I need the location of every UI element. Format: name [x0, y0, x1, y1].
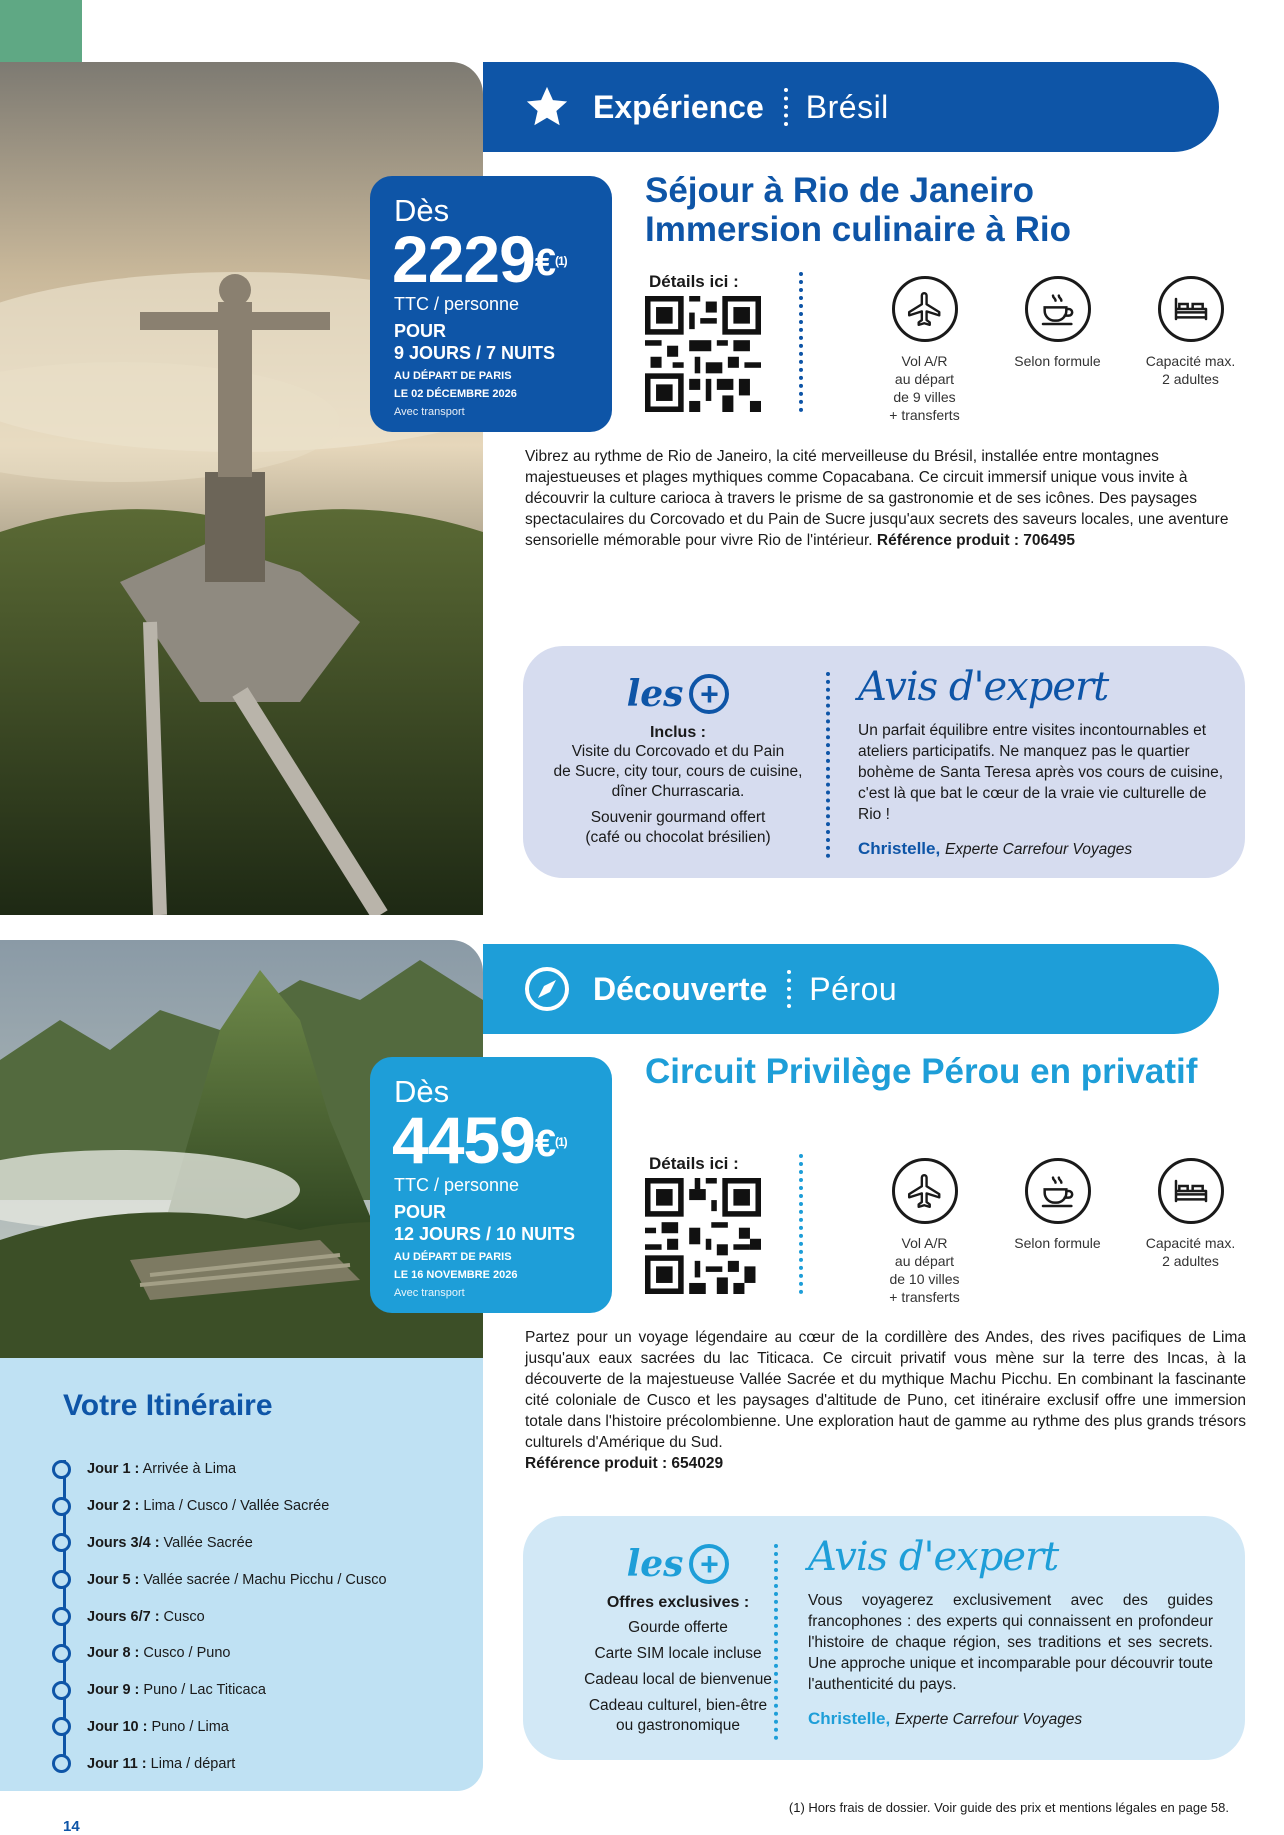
expert-title: Avis d'expert: [808, 1534, 1059, 1580]
star-icon: [523, 83, 571, 131]
qr-label: Détails ici :: [649, 1154, 739, 1173]
product-reference: Référence produit : 706495: [876, 532, 1076, 549]
price-duration: 12 JOURS / 10 NUITS: [394, 1224, 576, 1244]
rio-info-box: [523, 646, 1245, 878]
peru-info-box: [523, 1516, 1245, 1760]
expert-signature: Christelle, Experte Carrefour Voyages: [808, 1709, 1083, 1728]
rio-qr-block[interactable]: [645, 272, 765, 417]
itinerary-item: Jour 11 : Lima / départ: [52, 1745, 387, 1782]
itinerary-list: [52, 1451, 387, 1782]
peru-qr-block[interactable]: [645, 1154, 765, 1299]
price-pour: POUR: [394, 321, 447, 341]
itinerary-item: Jour 10 : Puno / Lima: [52, 1709, 387, 1746]
price-departure: AU DÉPART DE PARIS LE 02 DÉCEMBRE 2026: [394, 370, 517, 400]
qr-label: Détails ici :: [649, 272, 739, 291]
banner-country: Pérou: [809, 970, 898, 1007]
itinerary-item: Jour 8 : Cusco / Puno: [52, 1635, 387, 1672]
qr-code[interactable]: [645, 1178, 761, 1294]
feature-capacity: Capacité max. 2 adultes: [1124, 1158, 1257, 1306]
rio-expert-column: [858, 646, 1228, 859]
price-from: Dès: [394, 1074, 450, 1109]
feature-meals: Selon formule: [991, 1158, 1124, 1306]
timeline-dot: [52, 1460, 71, 1479]
banner-separator: [787, 970, 791, 1008]
qr-divider: [799, 1154, 803, 1294]
itinerary-item: Jour 5 : Vallée sacrée / Machu Picchu / Cusco: [52, 1561, 387, 1598]
plus-heading: Inclus :: [649, 724, 706, 741]
info-divider: [826, 672, 830, 858]
qr-code[interactable]: [645, 296, 761, 412]
qr-divider: [799, 272, 803, 412]
expert-text: Un parfait équilibre entre visites incontournables et ateliers participatifs. Ne manquez pas le quartier bohème de Santa Teresa après vos cours de cuisine, c'est là que bat le cœur de la vraie vie culturelle de Rio !: [858, 722, 1224, 823]
price-from: Dès: [394, 193, 450, 228]
banner-country: Brésil: [805, 88, 889, 125]
timeline-dot: [52, 1533, 71, 1552]
plane-icon: [892, 1158, 958, 1224]
price-departure: AU DÉPART DE PARIS LE 16 NOVEMBRE 2026: [394, 1251, 518, 1281]
page-number: 14: [63, 1818, 80, 1835]
price-per: TTC / personne: [394, 1175, 520, 1195]
feature-flight: Vol A/R au départ de 10 villes + transferts: [858, 1158, 991, 1306]
plus-icon: +: [689, 674, 729, 714]
peru-banner: [483, 944, 1219, 1034]
info-divider: [774, 1544, 778, 1740]
banner-kind: Expérience: [593, 88, 764, 125]
feature-flight: Vol A/R au départ de 9 villes + transferts: [858, 276, 991, 424]
plus-icon: +: [689, 1544, 729, 1584]
peru-price-card: [370, 1057, 612, 1313]
itinerary-title: Votre Itinéraire: [63, 1389, 273, 1422]
price-pour: POUR: [394, 1202, 447, 1222]
price-duration: 9 JOURS / 7 NUITS: [394, 343, 556, 363]
price-transport: Avec transport: [394, 1287, 465, 1299]
timeline-dot: [52, 1681, 71, 1700]
bed-icon: [1158, 1158, 1224, 1224]
product-reference: Référence produit : 654029: [525, 1455, 724, 1472]
price-transport: Avec transport: [394, 406, 465, 418]
banner-kind: Découverte: [593, 970, 768, 1007]
peru-title: Circuit Privilège Pérou en privatif: [645, 1052, 1198, 1091]
feature-meals: Selon formule: [991, 276, 1124, 424]
rio-banner: [483, 62, 1219, 152]
itinerary-item: Jour 1 : Arrivée à Lima: [52, 1451, 387, 1488]
timeline-dot: [52, 1497, 71, 1516]
plane-icon: [892, 276, 958, 342]
les-plus-heading: les +: [533, 1538, 823, 1590]
cup-icon: [1025, 276, 1091, 342]
itinerary-item: Jours 3/4 : Vallée Sacrée: [52, 1525, 387, 1562]
peru-features: [858, 1158, 1257, 1306]
compass-icon: [523, 965, 571, 1013]
cup-icon: [1025, 1158, 1091, 1224]
peru-description: Partez pour un voyage légendaire au cœur de la cordillère des Andes, des rives pacifiques de Lima jusqu'aux eaux sacrées du lac Titicaca. Ce circuit privatif vous mène sur la terre des Incas, à la découverte de la majestueuse Vallée Sacrée et du mythique Machu Picchu. En combinant la fascinante cité coloniale de Cusco et les paysages d'altitude de Puno, cet itinéraire exclusif offre une immersion totale dans l'histoire précolombienne. Une exploration haut de gamme au rythme des plus grands trésors culturels d'Amérique du Sud. Référence produit : 654029: [525, 1329, 1246, 1472]
timeline-dot: [52, 1717, 71, 1736]
feature-capacity: Capacité max. 2 adultes: [1124, 276, 1257, 424]
rio-plus-column: les + Inclus : Visite du Corcovado et du Pain de Sucre, city tour, cours de cuisine, dîner Churrascaria. Souvenir gourmand offert (café ou chocolat brésilien): [533, 646, 823, 848]
timeline-dot: [52, 1607, 71, 1626]
price-amount: 2229$^{€(1)}$: [392, 222, 567, 296]
expert-title: Avis d'expert: [858, 664, 1109, 710]
banner-separator: [784, 88, 788, 126]
peru-plus-column: les + Offres exclusives : Gourde offerte Carte SIM locale incluse Cadeau local de bienvenue Cadeau culturel, bien-être ou gastronomique: [533, 1516, 823, 1736]
timeline-dot: [52, 1754, 71, 1773]
price-per: TTC / personne: [394, 294, 520, 314]
plus-heading: Offres exclusives :: [606, 1594, 750, 1611]
legal-footnote: (1) Hors frais de dossier. Voir guide des prix et mentions légales en page 58.: [788, 1800, 1229, 1815]
expert-text: Vous voyagerez exclusivement avec des guides francophones : des experts qui connaissent en profondeur l'histoire de chaque région, ses traditions et ses secrets. Une approche unique et incomparable pour découvrir toute l'authenticité du pays.: [808, 1592, 1213, 1693]
price-amount: 4459$^{€(1)}$: [392, 1103, 567, 1177]
rio-title: Séjour à Rio de Janeiro Immersion culinaire à Rio: [645, 171, 1071, 249]
rio-description: Vibrez au rythme de Rio de Janeiro, la cité merveilleuse du Brésil, installée entre montagnes majestueuses et plages mythiques comme Copacabana. Ce circuit immersif unique vous invite à découvrir la culture carioca à travers le prisme de sa gastronomie et de ses icônes. Des paysages spectaculaires du Corcovado et du Pain de Sucre jusqu'aux secrets des saveurs locales, une aventure sensorielle mémorable pour vivre Rio de l'intérieur. Référence produit : 706495: [525, 448, 1229, 549]
peru-expert-column: [808, 1516, 1213, 1729]
itinerary-item: Jour 2 : Lima / Cusco / Vallée Sacrée: [52, 1488, 387, 1525]
itinerary-item: Jour 9 : Puno / Lac Titicaca: [52, 1672, 387, 1709]
rio-price-card: [370, 176, 612, 432]
expert-signature: Christelle, Experte Carrefour Voyages: [858, 839, 1133, 858]
timeline-dot: [52, 1570, 71, 1589]
bed-icon: [1158, 276, 1224, 342]
rio-features: [858, 276, 1257, 424]
les-plus-heading: les +: [533, 668, 823, 720]
timeline-dot: [52, 1644, 71, 1663]
itinerary-item: Jours 6/7 : Cusco: [52, 1598, 387, 1635]
